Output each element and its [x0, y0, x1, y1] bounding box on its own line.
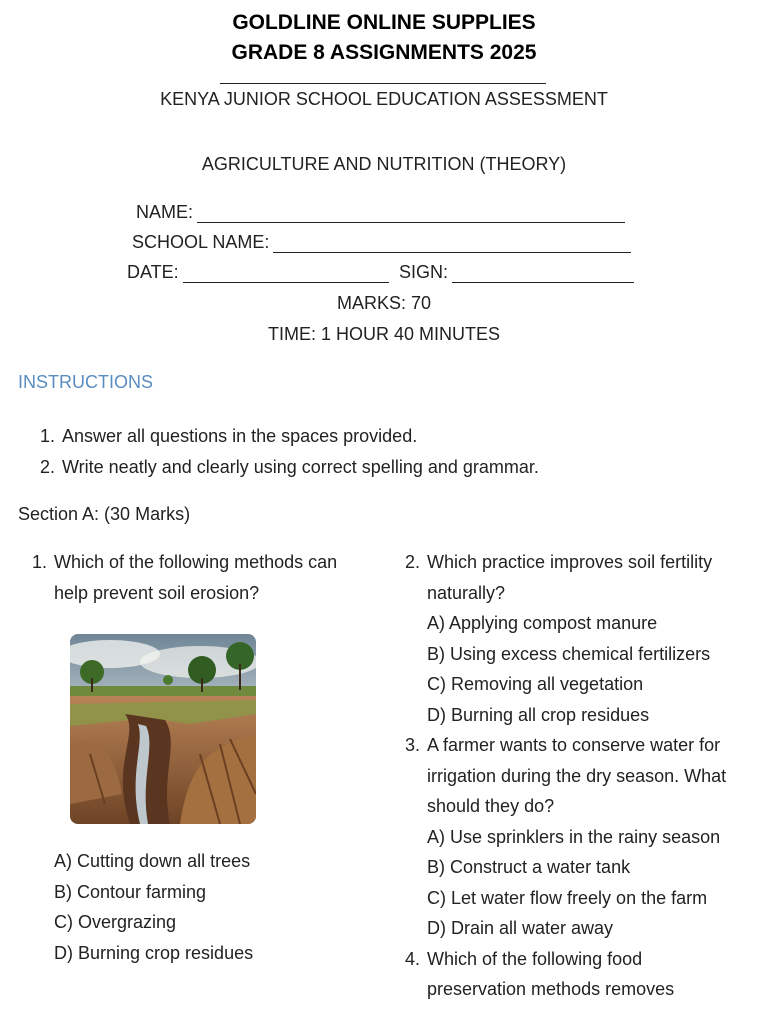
option-a: A) Cutting down all trees	[54, 851, 251, 871]
paper-title: AGRICULTURE AND NUTRITION (THEORY)	[201, 154, 567, 174]
instructions-heading: INSTRUCTIONS	[18, 372, 153, 392]
question-text: A farmer wants to conserve water for	[427, 735, 721, 755]
question-1	[32, 547, 337, 608]
instruction-number: 1.	[40, 426, 56, 446]
date-line[interactable]	[183, 268, 389, 283]
title-divider	[220, 83, 546, 84]
option-a: A) Applying compost manure	[427, 613, 658, 633]
instruction-text: Answer all questions in the spaces provided.	[62, 426, 418, 446]
question-1-options	[54, 846, 253, 968]
question-number: 2.	[405, 552, 421, 572]
name-field[interactable]	[136, 202, 625, 223]
time-text: TIME: 1 HOUR 40 MINUTES	[267, 324, 501, 344]
question-number: 3.	[405, 735, 421, 755]
question-number: 1.	[32, 552, 48, 572]
instruction-item	[40, 452, 539, 483]
question-4	[405, 944, 726, 1005]
option-b: B) Contour farming	[54, 881, 207, 902]
assessment-subtitle: KENYA JUNIOR SCHOOL EDUCATION ASSESSMENT	[160, 89, 608, 109]
question-text: Which of the following methods can	[54, 552, 338, 572]
question-text: Which of the following food	[427, 948, 643, 969]
soil-erosion-gully-image-icon	[70, 634, 256, 824]
option-c: C) Removing all vegetation	[427, 674, 644, 694]
option-d: D) Drain all water away	[427, 918, 614, 938]
school-name-label: SCHOOL NAME:	[132, 232, 270, 252]
name-label: NAME:	[136, 202, 194, 222]
sign-line[interactable]	[452, 268, 634, 283]
option-c: C) Let water flow freely on the farm	[427, 887, 708, 908]
school-title: GOLDLINE ONLINE SUPPLIES	[232, 11, 536, 34]
section-heading: Section A: (30 Marks)	[18, 504, 191, 524]
question-text: naturally?	[427, 582, 506, 603]
question-2	[405, 547, 726, 730]
instructions-list	[40, 421, 539, 482]
marks-text: MARKS: 70	[336, 293, 432, 313]
question-text: Which practice improves soil fertility	[427, 552, 713, 572]
instruction-number: 2.	[40, 456, 56, 477]
sign-label: SIGN:	[399, 262, 449, 282]
option-a: A) Use sprinklers in the rainy season	[427, 826, 721, 847]
option-c: C) Overgrazing	[54, 912, 177, 932]
question-text: irrigation during the dry season. What	[427, 765, 727, 786]
question-3	[405, 730, 726, 944]
date-field[interactable]	[127, 262, 389, 283]
question-text: should they do?	[427, 796, 555, 816]
instruction-item	[40, 421, 539, 452]
question-number: 4.	[405, 948, 421, 969]
name-line[interactable]	[197, 208, 625, 223]
right-column	[405, 547, 726, 1005]
question-text: preservation methods removes	[427, 979, 675, 999]
option-d: D) Burning crop residues	[54, 942, 254, 963]
option-d: D) Burning all crop residues	[427, 704, 650, 725]
school-name-line[interactable]	[273, 238, 631, 253]
question-text: help prevent soil erosion?	[54, 582, 260, 603]
assignment-title: GRADE 8 ASSIGNMENTS 2025	[231, 41, 537, 64]
option-b: B) Using excess chemical fertilizers	[427, 643, 711, 664]
option-b: B) Construct a water tank	[427, 857, 631, 877]
date-label: DATE:	[127, 262, 179, 282]
sign-field[interactable]	[399, 262, 634, 283]
soil-erosion-image	[70, 634, 256, 824]
school-name-field[interactable]	[132, 232, 631, 253]
instruction-text: Write neatly and clearly using correct spelling and grammar.	[62, 456, 539, 477]
